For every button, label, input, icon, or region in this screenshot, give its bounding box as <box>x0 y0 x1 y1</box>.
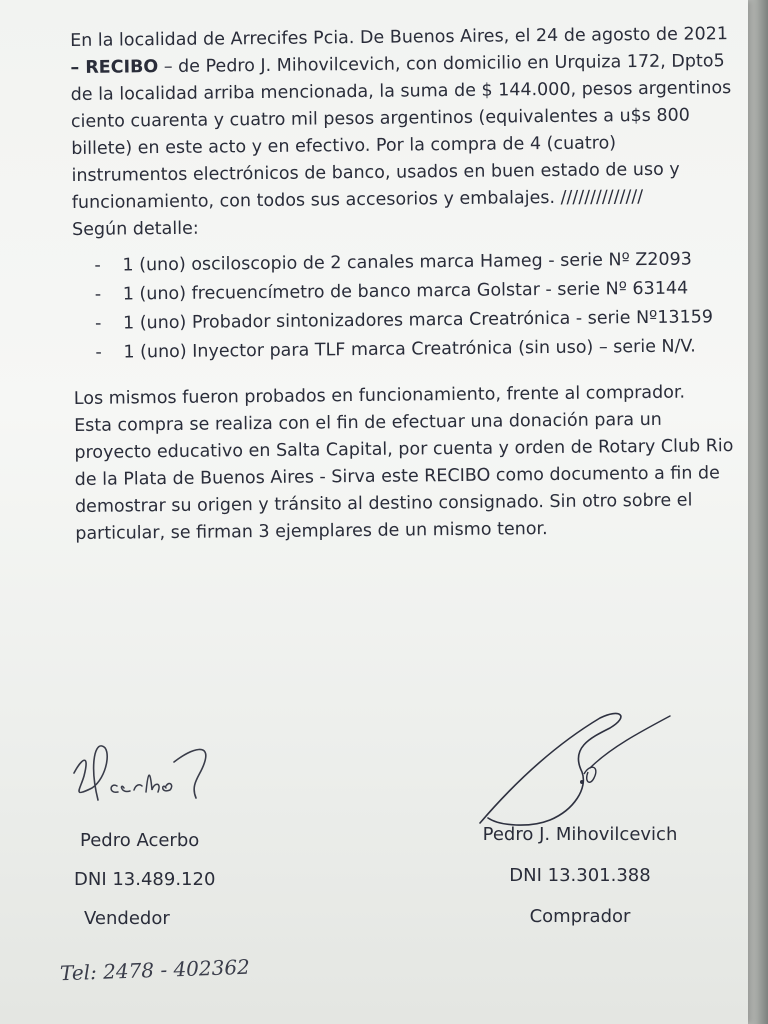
text-line: instrumentos electrónicos de banco, usados en buen estado de uso y <box>71 159 680 186</box>
text-line: funcionamiento, con todos sus accesorios y embalajes. ////////////// <box>71 187 644 213</box>
bullet-dash: - <box>94 313 102 334</box>
recibo-heading: RECIBO <box>85 57 159 78</box>
text-line: billete) en este acto y en efectivo. Por la compra de 4 (cuatro) <box>71 133 617 159</box>
signatures-area <box>0 700 748 1024</box>
buyer-name: Pedro J. Mihovilcevich <box>482 824 678 845</box>
seller-name: Pedro Acerbo <box>80 830 200 851</box>
items-list <box>72 245 733 368</box>
list-item <box>73 332 733 368</box>
text-line: de la localidad arriba mencionada, la suma de $ 144.000, pesos argentinos <box>70 78 732 105</box>
text-fragment: – de Pedro J. Mihovilcevich, con domicilio en Urquiza 172, Dpto5 <box>158 51 725 78</box>
text-line: En la localidad de Arrecifes Pcia. De Buenos Aires, el 24 de agosto de 2021 <box>70 24 729 51</box>
buyer-dni: DNI 13.301.388 <box>509 865 651 886</box>
seller-block <box>74 830 216 929</box>
buyer-role: Comprador <box>529 906 631 927</box>
buyer-block <box>460 824 700 927</box>
receipt-paragraph-1 <box>70 21 732 244</box>
seller-phone: Tel: 2478 - 402362 <box>59 954 251 986</box>
receipt-paragraph-2 <box>74 379 736 548</box>
item-text: 1 (uno) Inyector para TLF marca Creatrónica (sin uso) – serie N/V. <box>123 336 696 363</box>
text-line: de la Plata de Buenos Aires - Sirva este RECIBO como documento a fin de <box>74 463 720 490</box>
bullet-dash: - <box>94 255 101 276</box>
item-text: 1 (uno) Probador sintonizadores marca Creatrónica - serie Nº13159 <box>122 307 714 334</box>
item-text: 1 (uno) frecuencímetro de banco marca Golstar - serie Nº 63144 <box>122 278 689 305</box>
seller-dni: DNI 13.489.120 <box>74 869 216 890</box>
seller-signature <box>62 728 232 813</box>
item-text: 1 (uno) osciloscopio de 2 canales marca Hameg - serie Nº Z2093 <box>122 249 692 276</box>
text-line: Según detalle: <box>72 218 199 240</box>
seller-role: Vendedor <box>84 908 170 929</box>
text-line: demostrar su origen y tránsito al destino consignado. Sin otro sobre el <box>74 490 693 517</box>
receipt-body <box>70 21 735 548</box>
text-line: ciento cuarenta y cuatro mil pesos argentinos (equivalentes a u$s 800 <box>70 105 690 132</box>
text-line: particular, se firman 3 ejemplares de un mismo tenor. <box>75 519 548 544</box>
text-line: Los mismos fueron probados en funcionamiento, frente al comprador. <box>73 382 686 409</box>
dash-prefix: – <box>70 57 86 78</box>
buyer-signature <box>470 708 680 828</box>
text-line: Esta compra se realiza con el fin de efectuar una donación para un <box>74 409 662 436</box>
bullet-dash: - <box>95 342 102 363</box>
bullet-dash: - <box>94 284 102 305</box>
text-line: proyecto educativo en Salta Capital, por cuenta y orden de Rotary Club Rio <box>74 436 734 463</box>
